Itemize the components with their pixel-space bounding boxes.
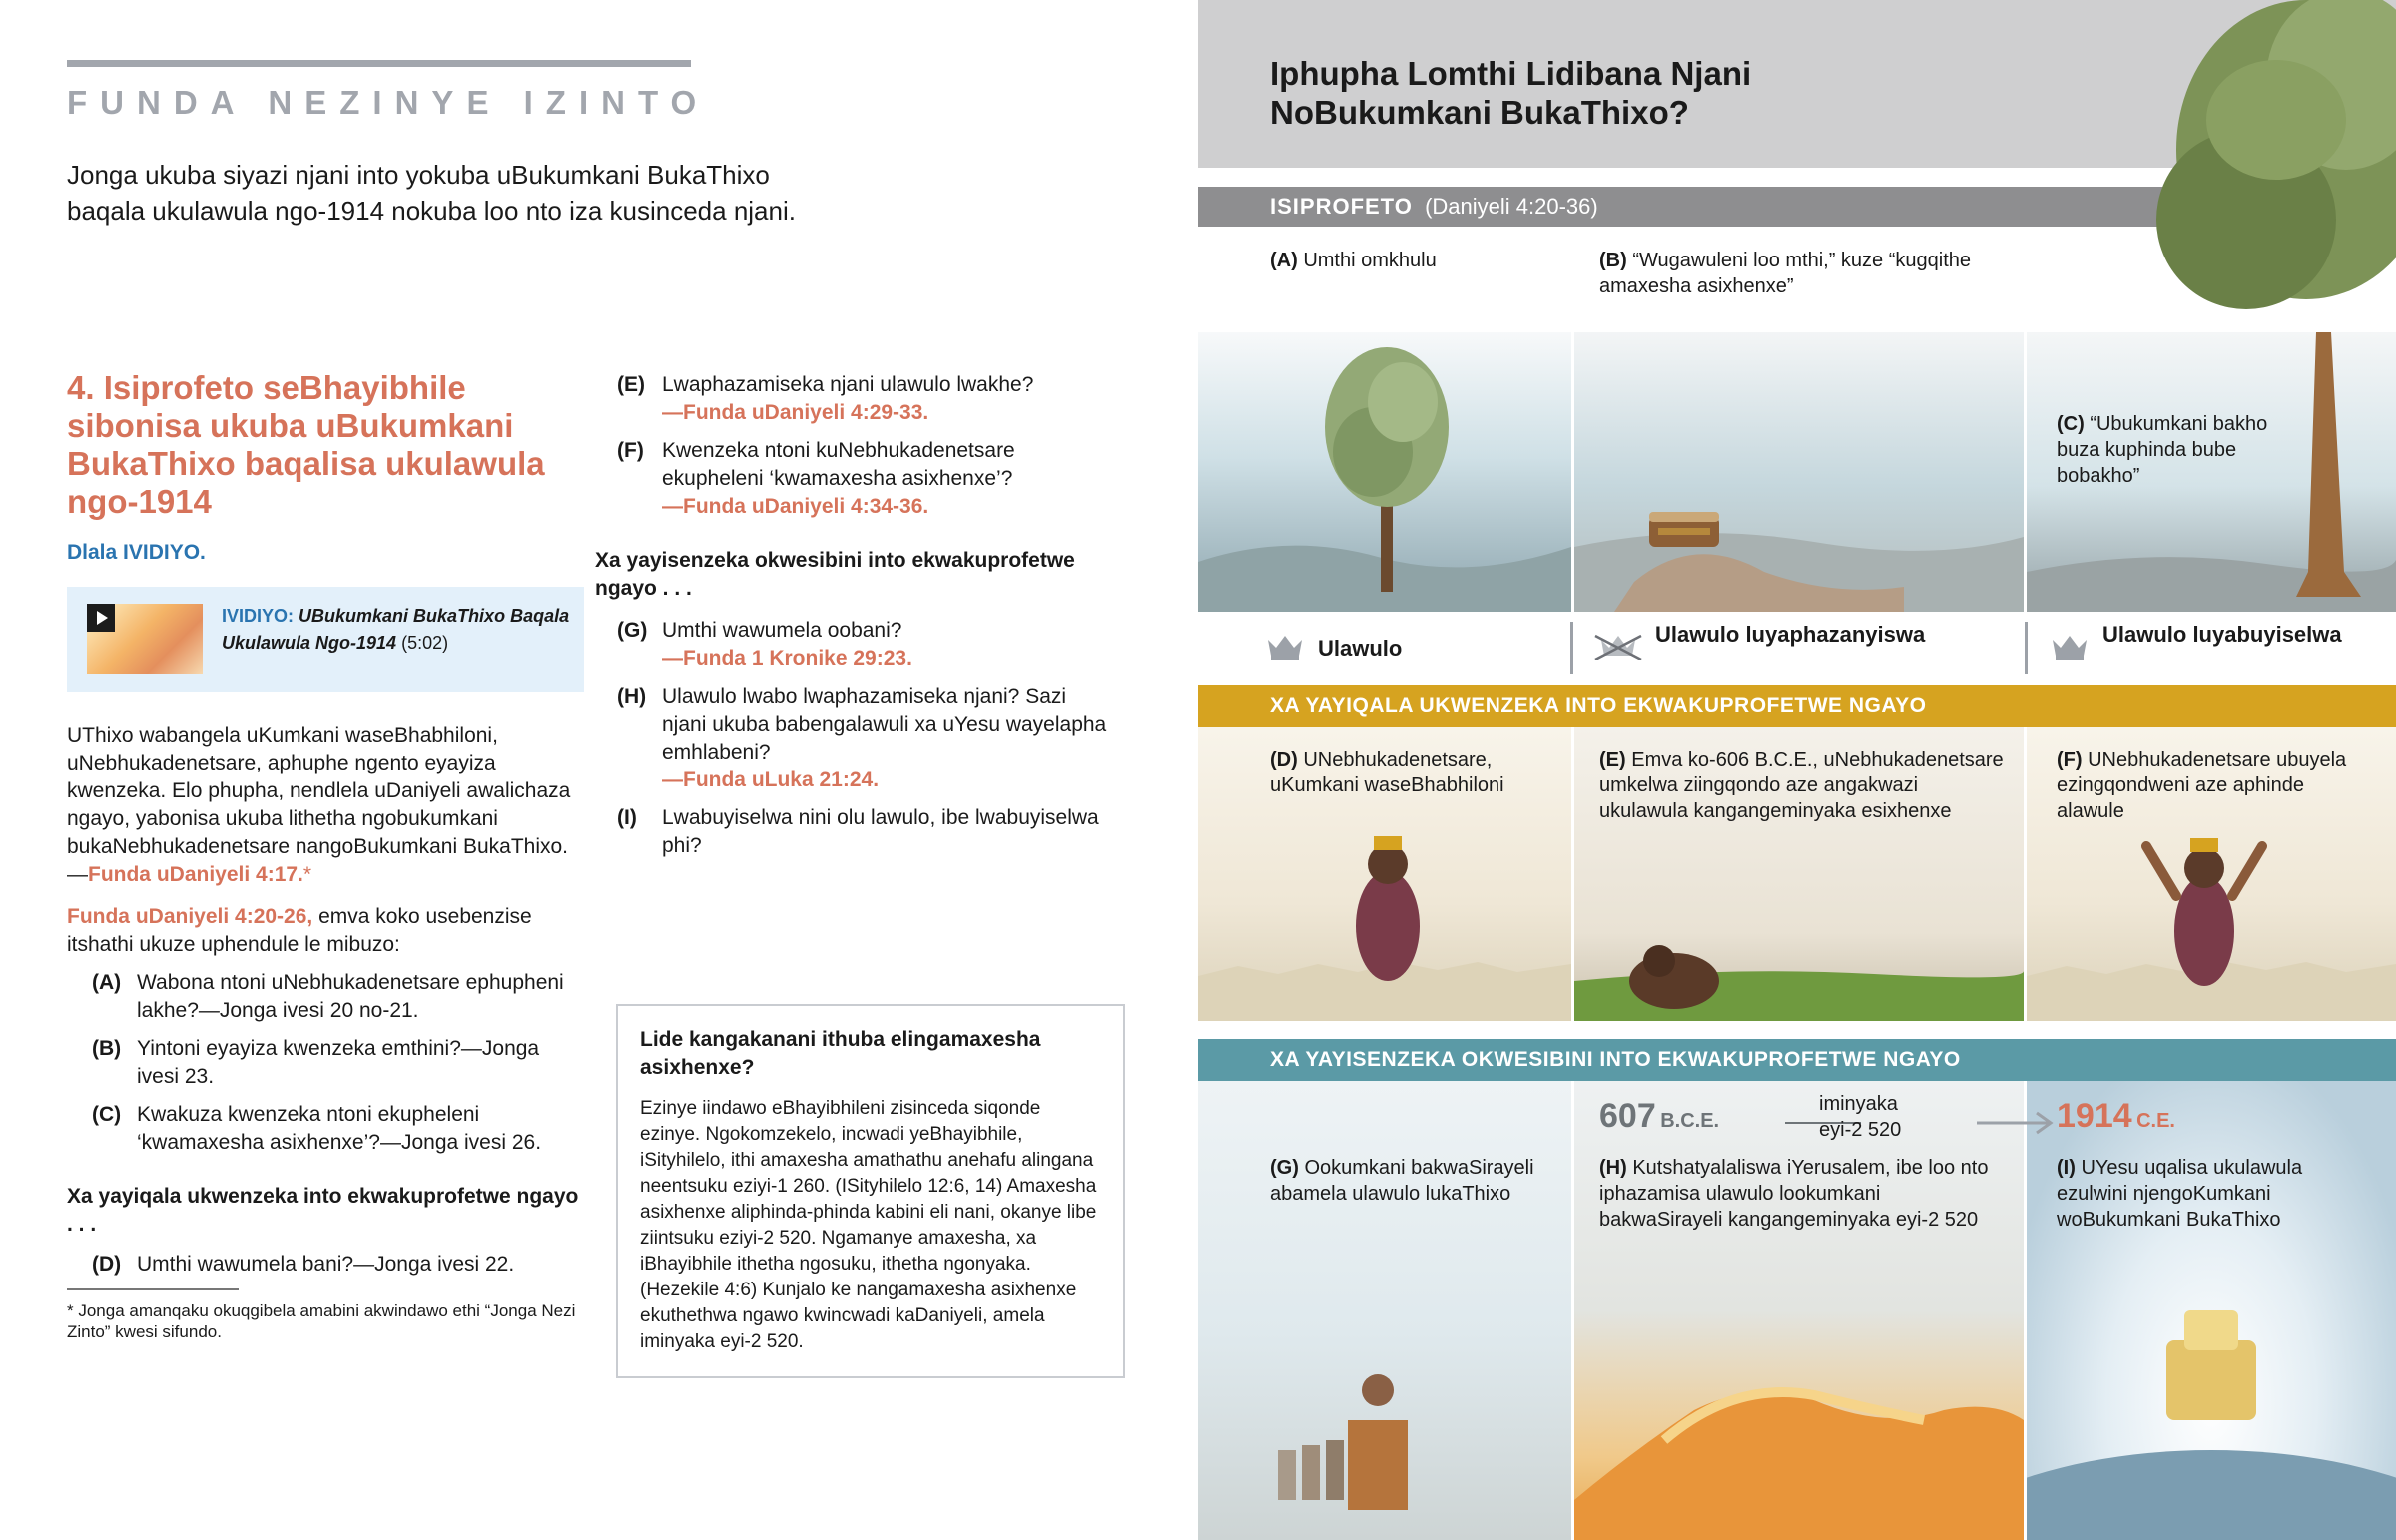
divider (1571, 727, 1574, 1021)
question-text (662, 683, 1116, 794)
caption-text: UNebhukadenetsare, uKumkani waseBhabhiloni (1270, 749, 1504, 796)
subheading-second: Xa yayisenzeka okwesibini into ekwakuprofetwe ngayo . . . (595, 549, 1075, 600)
question-text: Umthi wawumela bani?—Jonga ivesi 22. (137, 1253, 515, 1276)
rule-label-2: Ulawulo luyaphazanyiswa (1655, 622, 1926, 647)
scripture-link[interactable]: —Funda 1 Kronike 29:23. (662, 647, 912, 670)
rule-label-3: Ulawulo luyabuyiselwa (2102, 622, 2342, 647)
first-fulfillment-bar: XA YAYIQALA UKWENZEKA INTO EKWAKUPROFETWE NGAYO (1198, 685, 2396, 727)
question-label: (F) (617, 439, 644, 462)
caption-d (1270, 747, 1569, 798)
year-607: 607 (1599, 1097, 1656, 1135)
caption-h (1599, 1155, 2009, 1233)
question-label: (A) (92, 971, 122, 994)
scripture-link-dan-4-20[interactable]: Funda uDaniyeli 4:20-26, (67, 905, 313, 928)
question-text: Wabona ntoni uNebhukadenetsare ephupheni lakhe?—Jonga ivesi 20 no-21. (137, 971, 564, 1022)
question-label: (D) (92, 1253, 122, 1276)
caption-label: (E) (1599, 749, 1626, 770)
paragraph-1-text: UThixo wabangela uKumkani waseBhabhiloni, uNebhukadenetsare, aphuphe ngento eyayiza kwenzeka. Elo phupha, nendlela uDaniyeli awalichaza ngayo, yabonisa ukuba lithetha ngobukumkani bukaNebhukadenetsare nangoBukumkani BukaThixo.— (67, 724, 571, 886)
jerusalem-fire-illustration (1574, 1081, 2024, 1540)
caption-a (1270, 248, 1437, 273)
caption-label: (A) (1270, 250, 1298, 271)
caption-b (1599, 248, 2019, 299)
intro-line-2: baqala ukulawula ngo-1914 nokuba loo nto iza kusinceda njani. (67, 196, 796, 226)
caption-label: (F) (2057, 749, 2083, 770)
question-list-a (67, 969, 584, 1157)
era-ce: C.E. (2136, 1110, 2175, 1132)
caption-text: UNebhukadenetsare ubuyela ezingqondweni aze aphinde alawule (2057, 749, 2347, 822)
question-item (617, 617, 1116, 673)
question-body: Lwaphazamiseka njani ulawulo lwakhe? (662, 373, 1034, 396)
play-video-link[interactable]: Dlala IVIDIYO. (67, 541, 206, 564)
question-item (92, 1035, 584, 1091)
divider (1570, 622, 1573, 674)
info-box (616, 1004, 1125, 1378)
footnote-rule (67, 1288, 239, 1290)
tree-canopy-illustration (2096, 0, 2396, 379)
section-title: 4. Isiprofeto seBhayibhile sibonisa ukuba uBukumkani BukaThixo baqalisa ukulawula ngo-1914 (67, 369, 545, 520)
throne-illustration (2027, 1081, 2396, 1540)
rule-row (1198, 612, 2396, 684)
timeline-start (1599, 1097, 1719, 1136)
footnote: * Jonga amanqaku okuqgibela amabini akwindawo ethi “Jonga Nezi Zinto” kwesi sifundo. (67, 1301, 576, 1341)
chart-title-line-1: Iphupha Lomthi Lidibana Njani (1270, 55, 1752, 92)
panel-heaven (2027, 1081, 2396, 1540)
caption-text: Umthi omkhulu (1303, 250, 1437, 271)
video-text[interactable] (222, 603, 584, 657)
question-item (92, 1101, 584, 1157)
caption-g (1270, 1155, 1559, 1207)
caption-label: (B) (1599, 250, 1627, 271)
question-body: Kwenzeka ntoni kuNebhukadenetsare ekupheleni ‘kwamaxesha asixhenxe’? (662, 439, 1015, 490)
caption-label: (G) (1270, 1157, 1299, 1179)
info-box-text: Ezinye iindawo eBhayibhileni zisinceda siqonde ezinye. Ngokomzekelo, incwadi yeBhayibhile, iSityhilelo, ithi amaxesha amathathu anehafu alingana neentsuku eziyi-1 260. (ISityhilelo 12:6, 14) Amaxesha asixhenxe aliphinda-phinda kabini eli nani, okanye libe ziintsuku eziyi-2 520. Ngamanye amaxesha, xa iBhayibhile ithetha ngosuku, ithetha ngonyaka. (Hezekile 4:6) Kunjalo ke nangamaxesha asixhenxe ekuthethwa ngawo kwincwadi kaDaniyeli, amela iminyaka eyi-2 520. (640, 1098, 1097, 1352)
arrow-right-icon (1977, 1111, 2055, 1135)
video-title[interactable]: UBukumkani BukaThixo Baqala Ukulawula Ngo-1914 (222, 606, 570, 653)
crown-icon (1266, 634, 1304, 660)
crown-icon (2051, 634, 2089, 660)
crossed-crown-icon (1593, 634, 1643, 660)
year-1914: 1914 (2057, 1097, 2132, 1135)
caption-i (2057, 1155, 2356, 1233)
divider (1571, 1081, 1574, 1540)
question-label: (I) (617, 806, 637, 829)
caption-text: UYesu uqalisa ukulawula ezulwini njengoKumkani woBukumkani BukaThixo (2057, 1157, 2303, 1231)
question-body: Umthi wawumela oobani? (662, 619, 902, 642)
caption-e (1599, 747, 2009, 824)
left-column (67, 369, 584, 1342)
prophecy-reference[interactable]: (Daniyeli 4:20-36) (1425, 194, 1598, 219)
intro-line-1: Jonga ukuba siyazi njani into yokuba uBukumkani BukaThixo (67, 160, 770, 190)
right-column (595, 371, 1116, 860)
scripture-link[interactable]: —Funda uLuka 21:24. (662, 769, 880, 791)
question-text (662, 437, 1116, 521)
video-thumbnail[interactable] (87, 604, 203, 674)
footnote-marker[interactable]: * (302, 863, 312, 886)
paragraph-1 (67, 722, 584, 889)
caption-f (2057, 747, 2356, 824)
play-icon[interactable] (87, 604, 115, 632)
timeline-span: iminyaka eyi-2 520 (1819, 1093, 1902, 1141)
prophecy-label: ISIPROFETO (1270, 194, 1413, 219)
rule-label-1: Ulawulo (1318, 636, 1403, 661)
second-fulfillment-bar: XA YAYISENZEKA OKWESIBINI INTO EKWAKUPROFETWE NGAYO (1198, 1039, 2396, 1081)
panel-tree (1198, 332, 1571, 612)
question-item (617, 437, 1116, 521)
caption-label: (D) (1270, 749, 1298, 770)
intro-text (67, 157, 965, 229)
subheading-first: Xa yayiqala ukwenzeka into ekwakuprofetwe ngayo . . . (67, 1185, 579, 1236)
question-label: (H) (617, 685, 647, 708)
timeline-end (2057, 1097, 2175, 1136)
page-heading: FUNDA NEZINYE IZINTO (67, 84, 710, 121)
video-card[interactable] (67, 587, 584, 692)
caption-text: Kutshatyalaliswa iYerusalem, ibe loo nto iphazamisa ulawulo lookumkani bakwaSirayeli kangangeminyaka eyi-2 520 (1599, 1157, 1989, 1231)
tree-illustration (1198, 332, 1571, 612)
panel-stump (1574, 332, 2024, 612)
scripture-link-dan-4-17[interactable]: Funda uDaniyeli 4:17. (88, 863, 303, 886)
heading-rule (67, 60, 691, 67)
question-text (662, 371, 1033, 427)
question-list-d (67, 1251, 584, 1279)
divider (2025, 622, 2028, 674)
question-label: (E) (617, 373, 645, 396)
caption-text: Ookumkani bakwaSirayeli abamela ulawulo lukaThixo (1270, 1157, 1534, 1205)
question-item (617, 683, 1116, 794)
question-text: Yintoni eyayiza kwenzeka emthini?—Jonga ivesi 23. (137, 1037, 540, 1088)
era-bce: B.C.E. (1660, 1110, 1720, 1132)
video-duration: (5:02) (401, 633, 449, 653)
question-body: Ulawulo lwabo lwaphazamiseka njani? Sazi njani ukuba babengalawuli xa uYesu wayelapha emhlabeni? (662, 685, 1107, 764)
caption-text: “Ubukumkani bakho buza kuphinda bube bobakho” (2057, 413, 2268, 487)
question-text: Kwakuza kwenzeka ntoni ekupheleni ‘kwamaxesha asixhenxe’?—Jonga ivesi 26. (137, 1103, 542, 1154)
question-item (617, 804, 1116, 860)
question-label: (C) (92, 1103, 122, 1126)
caption-text: Emva ko-606 B.C.E., uNebhukadenetsare umkelwa ziingqondo aze angakwazi ukulawula kangangeminyaka esixhenxe (1599, 749, 2004, 822)
question-item (92, 1251, 584, 1279)
caption-label: (H) (1599, 1157, 1627, 1179)
question-text (662, 617, 912, 673)
paragraph-2 (67, 903, 584, 959)
chart-page (1198, 0, 2396, 1540)
question-label: (B) (92, 1037, 122, 1060)
divider (2024, 1081, 2027, 1540)
info-box-title: Lide kangakanani ithuba elingamaxesha asixhenxe? (640, 1028, 1041, 1079)
divider (2024, 727, 2027, 1021)
scripture-link[interactable]: —Funda uDaniyeli 4:29-33. (662, 401, 929, 424)
stump-illustration (1574, 332, 2024, 612)
question-text: Lwabuyiselwa nini olu lawulo, ibe lwabuyiselwa phi? (662, 806, 1099, 857)
question-item (92, 969, 584, 1025)
video-label: IVIDIYO: (222, 606, 295, 626)
chart-title (1270, 54, 1751, 132)
question-item (617, 371, 1116, 427)
caption-text: “Wugawuleni loo mthi,” kuze “kugqithe amaxesha asixhenxe” (1599, 250, 1972, 297)
caption-label: (I) (2057, 1157, 2076, 1179)
kings-illustration (1198, 1081, 1571, 1540)
panel-israel-kings (1198, 1081, 1571, 1540)
scripture-link[interactable]: —Funda uDaniyeli 4:34-36. (662, 495, 929, 518)
caption-label: (C) (2057, 413, 2085, 435)
question-label: (G) (617, 619, 648, 642)
chart-title-line-2: NoBukumkani BukaThixo? (1270, 94, 1689, 131)
paragraph-2-text: emva koko usebenzise itshathi ukuze uphendule le mibuzo: (67, 905, 532, 956)
panel-jerusalem (1574, 1081, 2024, 1540)
caption-c (2057, 411, 2276, 489)
